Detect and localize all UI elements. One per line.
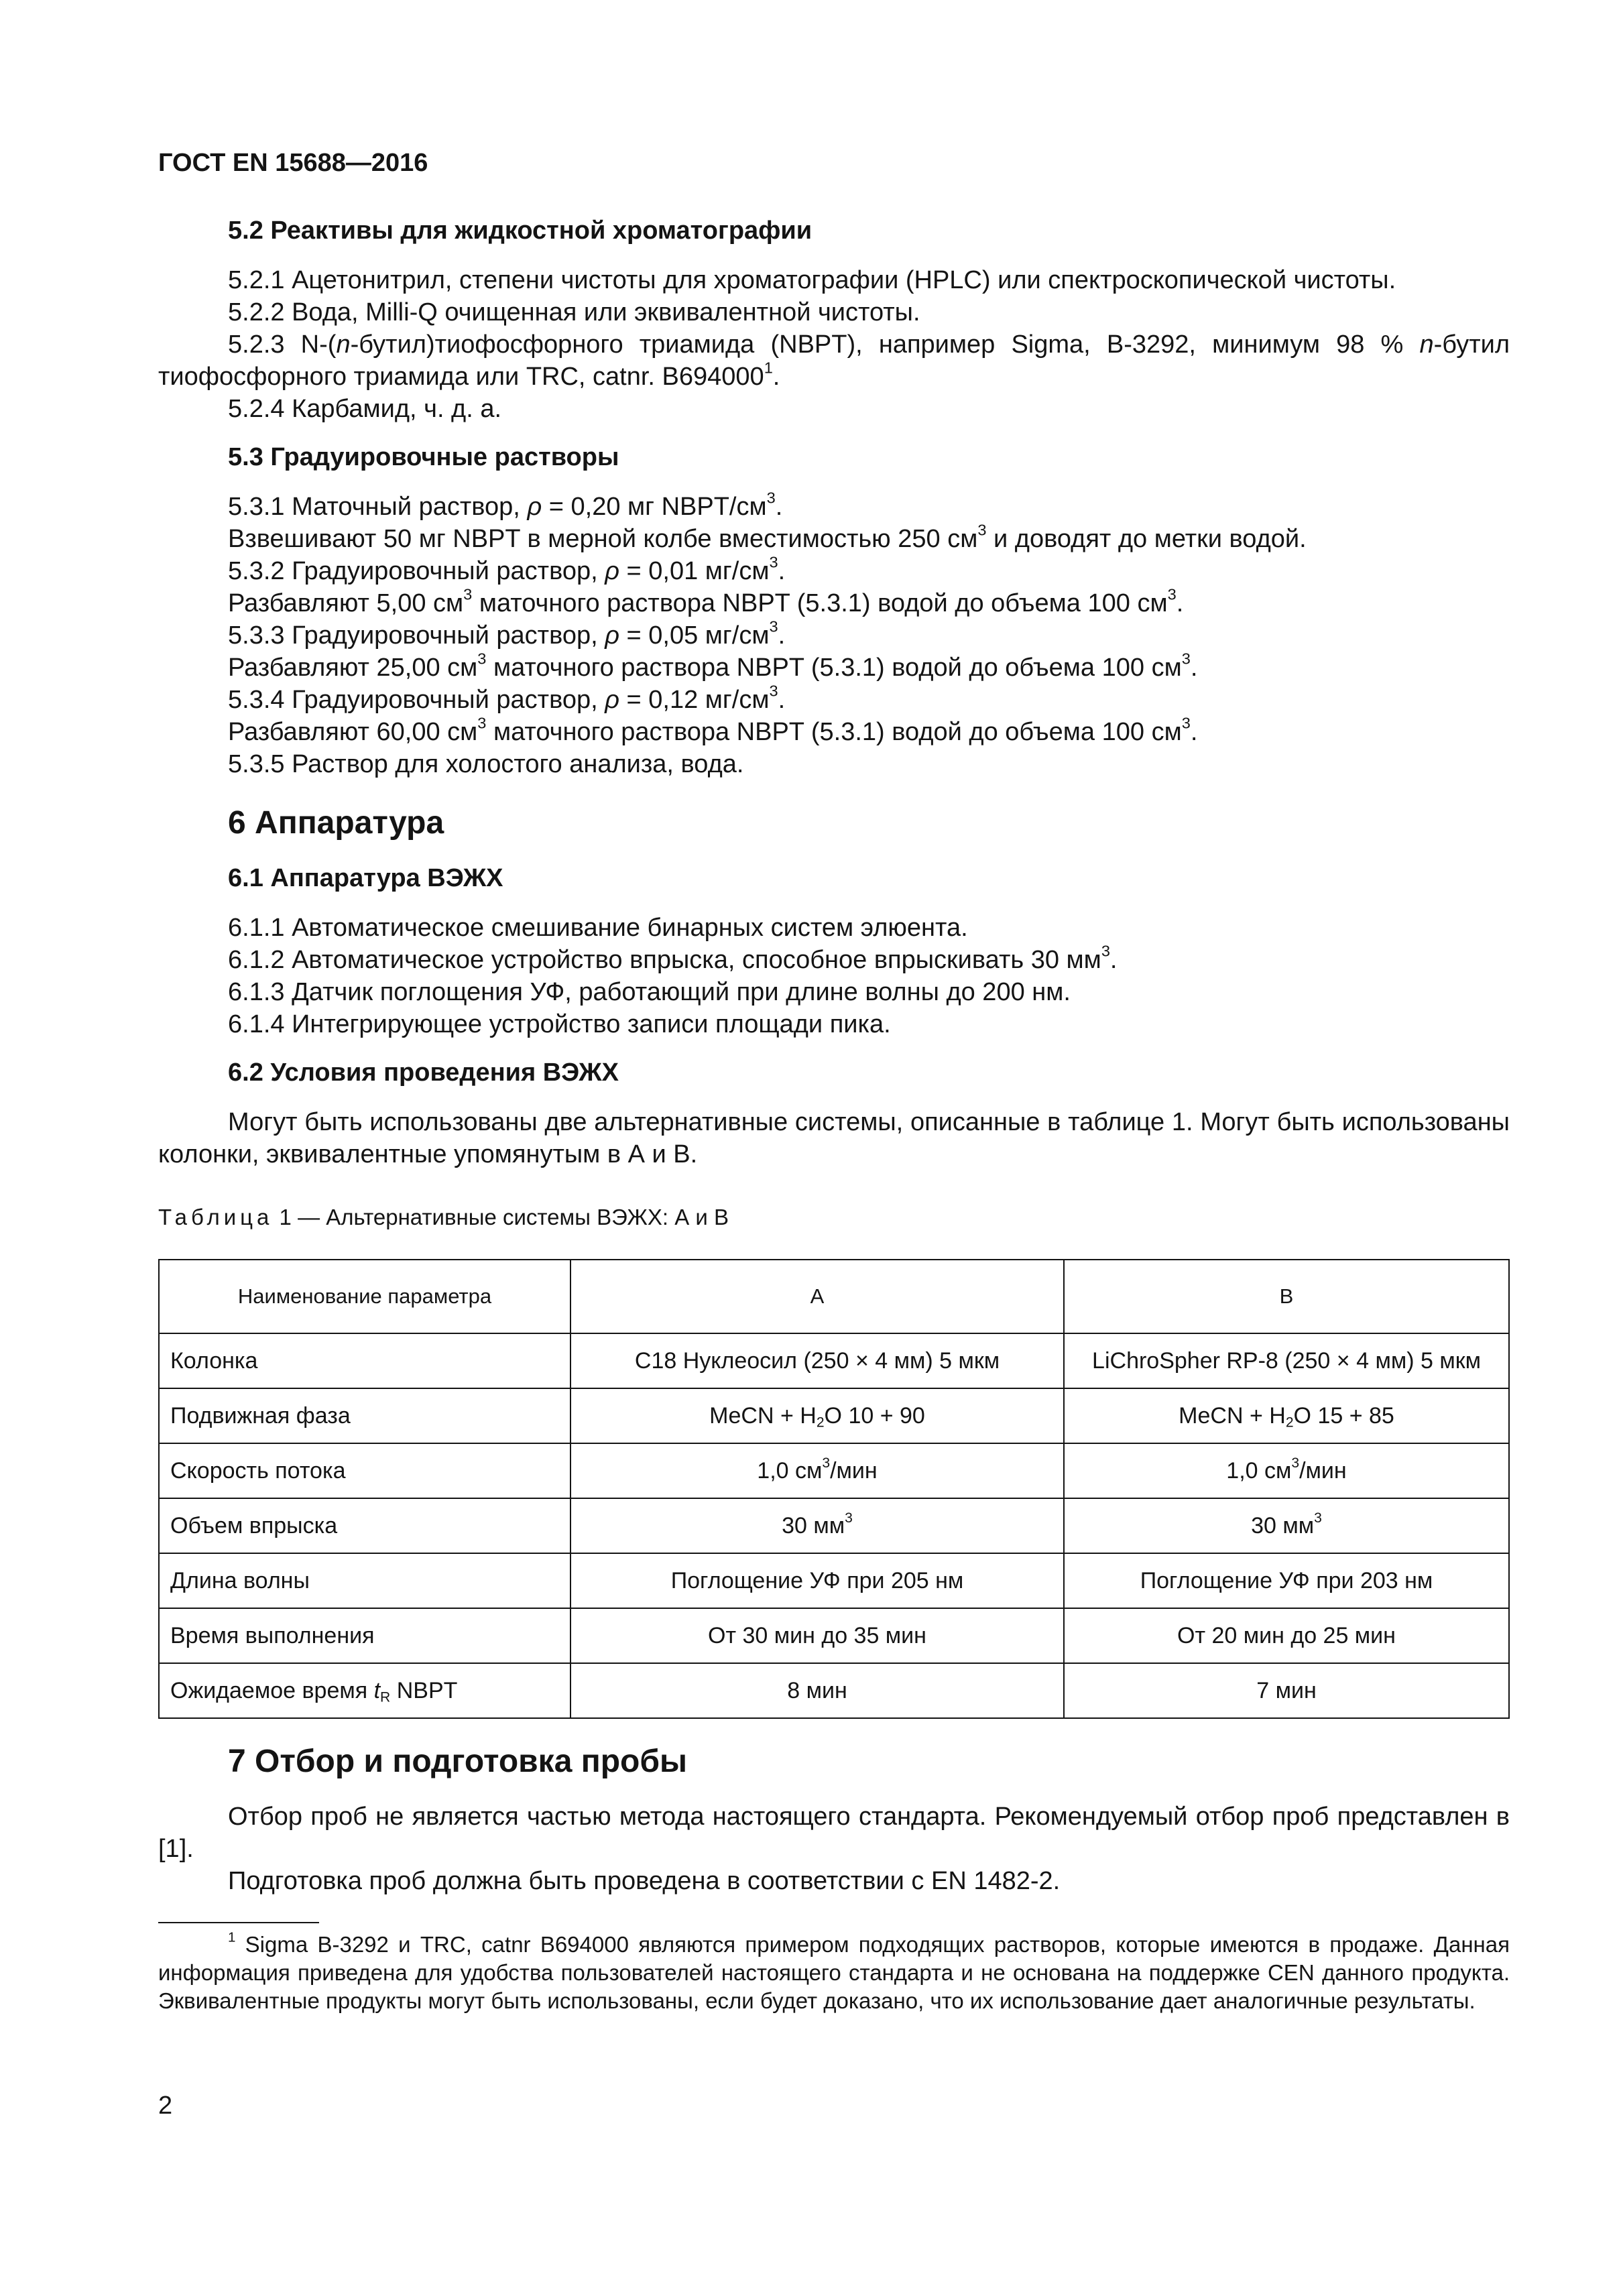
table-row <box>159 1443 1509 1498</box>
table-cell: 1,0 $см^3$/мин <box>1064 1443 1509 1498</box>
table-cell: 30 $мм^3$ <box>570 1498 1064 1553</box>
document-page <box>158 0 1510 2296</box>
section-6-1-title: 6.1 Аппаратура ВЭЖХ <box>228 864 503 892</box>
section-5-2-title: 5.2 Реактивы для жидкостной хроматографии <box>228 217 813 245</box>
item-5-2-1: 5.2.1 Ацетонитрил, степени чистоты для хроматографии (HPLC) или спектроскопической чистоты. <box>228 266 1396 294</box>
footnote-text: Sigma B-3292 и TRC, catnr B694000 являются примером подходящих растворов, которые имеются в продаже. Данная информация приведена для удобства пользователей настоящего стандарта и не основана на поддержке CEN данного продукта. Эквивалентные продукты могут быть использованы, если будет доказано, что их использование дает аналогичные результаты. <box>158 1932 1510 2013</box>
item-5-3-3-text: Разбавляют 25,00 $см^3$ маточного раствора NBPT (5.3.1) водой до объема 100 $см^3$. <box>228 650 1198 682</box>
item-5-3-1: 5.3.1 Маточный раствор, ρ = 0,20 мг NBPT/$см^3$. <box>228 489 783 521</box>
item-5-3-3: 5.3.3 Градуировочный раствор, ρ = 0,05 $мг/см^3$. <box>228 617 786 650</box>
section-7-paragraph: Отбор проб не является частью метода настоящего стандарта. Рекомендуемый отбор проб представлен в [1]. <box>158 1803 1510 1863</box>
footnote-ref[interactable]: 1 <box>764 359 773 377</box>
table-cell: Скорость потока <box>159 1443 570 1498</box>
standard-header: ГОСТ EN 15688—2016 <box>158 149 428 177</box>
item-5-2-2: 5.2.2 Вода, Milli-Q очищенная или эквивалентной чистоты. <box>228 298 920 326</box>
table-cell: MeCN + $H_2O$ 15 + 85 <box>1064 1388 1509 1443</box>
table-caption: Таблица 1 — Альтернативные системы ВЭЖХ: А и В <box>158 1205 729 1229</box>
item-5-3-5: 5.3.5 Раствор для холостого анализа, вода. <box>228 750 744 778</box>
section-6-title: 6 Аппаратура <box>228 805 444 841</box>
table-row <box>159 1663 1509 1718</box>
table-header-cell: Наименование параметра <box>159 1260 570 1333</box>
item-5-2-3: 5.2.3 N-(n-бутил)тиофосфорного триамида (NBPT), например Sigma, B-3292, минимум 98 % n-бутил тиофосфорного триамида или TRC, catnr. B694000$^1$. <box>158 330 1510 391</box>
section-7-title: 7 Отбор и подготовка пробы <box>228 1744 688 1779</box>
table-cell: Объем впрыска <box>159 1498 570 1553</box>
table-cell: MeCN + $H_2O$ 10 + 90 <box>570 1388 1064 1443</box>
footnote-mark: 1 <box>228 1929 236 1945</box>
section-5-3-title: 5.3 Градуировочные растворы <box>228 443 619 471</box>
section-6-2-title: 6.2 Условия проведения ВЭЖХ <box>228 1059 619 1087</box>
footnote-divider <box>158 1922 319 1923</box>
table-header-cell: В <box>1064 1260 1509 1333</box>
table-header-cell: А <box>570 1260 1064 1333</box>
item-5-3-1-text: Взвешивают 50 мг NBPT в мерной колбе вместимостью 250 $см^3$ и доводят до метки водой. <box>228 521 1307 553</box>
table-header-row <box>159 1260 1509 1333</box>
table-cell: Поглощение УФ при 205 нм <box>570 1553 1064 1608</box>
table-cell: 30 $мм^3$ <box>1064 1498 1509 1553</box>
table-cell: От 20 мин до 25 мин <box>1064 1608 1509 1663</box>
table-cell: Время выполнения <box>159 1608 570 1663</box>
item-5-3-4-text: Разбавляют 60,00 $см^3$ маточного раствора NBPT (5.3.1) водой до объема 100 $см^3$. <box>228 714 1198 746</box>
table-row <box>159 1333 1509 1388</box>
table-cell: Поглощение УФ при 203 нм <box>1064 1553 1509 1608</box>
table-row <box>159 1608 1509 1663</box>
item-6-1-2: 6.1.2 Автоматическое устройство впрыска, способное впрыскивать 30 $мм^3$. <box>228 942 1118 974</box>
footnote <box>158 1931 1510 2015</box>
table-cell: Длина волны <box>159 1553 570 1608</box>
table-cell: C18 Нуклеосил (250 × 4 мм) 5 мкм <box>570 1333 1064 1388</box>
table-row <box>159 1553 1509 1608</box>
section-6-2-text: Могут быть использованы две альтернативные системы, описанные в таблице 1. Могут быть использованы колонки, эквивалентные упомянутым в А и В. <box>158 1108 1510 1168</box>
table-cell: Колонка <box>159 1333 570 1388</box>
table-cell: Ожидаемое время $t_R$ NBPT <box>159 1663 570 1718</box>
hplc-systems-table <box>158 1259 1510 1719</box>
item-6-1-4: 6.1.4 Интегрирующее устройство записи площади пика. <box>228 1010 891 1038</box>
document-body <box>158 215 1510 1897</box>
item-6-1-3: 6.1.3 Датчик поглощения УФ, работающий при длине волны до 200 нм. <box>228 978 1071 1006</box>
item-6-1-1: 6.1.1 Автоматическое смешивание бинарных систем элюента. <box>228 914 968 942</box>
table-cell: LiChroSpher RP-8 (250 × 4 мм) 5 мкм <box>1064 1333 1509 1388</box>
table-cell: Подвижная фаза <box>159 1388 570 1443</box>
table-cell: 7 мин <box>1064 1663 1509 1718</box>
table-cell: 1,0 $см^3$/мин <box>570 1443 1064 1498</box>
table-cell: От 30 мин до 35 мин <box>570 1608 1064 1663</box>
item-5-3-2: 5.3.2 Градуировочный раствор, ρ = 0,01 $мг/см^3$. <box>228 553 786 585</box>
item-5-2-4: 5.2.4 Карбамид, ч. д. а. <box>228 395 502 423</box>
table-row <box>159 1388 1509 1443</box>
table-row <box>159 1498 1509 1553</box>
item-5-3-2-text: Разбавляют 5,00 $см^3$ маточного раствора NBPT (5.3.1) водой до объема 100 $см^3$. <box>228 585 1184 617</box>
section-7-paragraph: Подготовка проб должна быть проведена в соответствии с EN 1482-2. <box>228 1867 1061 1895</box>
table-cell: 8 мин <box>570 1663 1064 1718</box>
item-5-3-4: 5.3.4 Градуировочный раствор, ρ = 0,12 $мг/см^3$. <box>228 682 786 714</box>
page-number: 2 <box>158 2092 173 2120</box>
